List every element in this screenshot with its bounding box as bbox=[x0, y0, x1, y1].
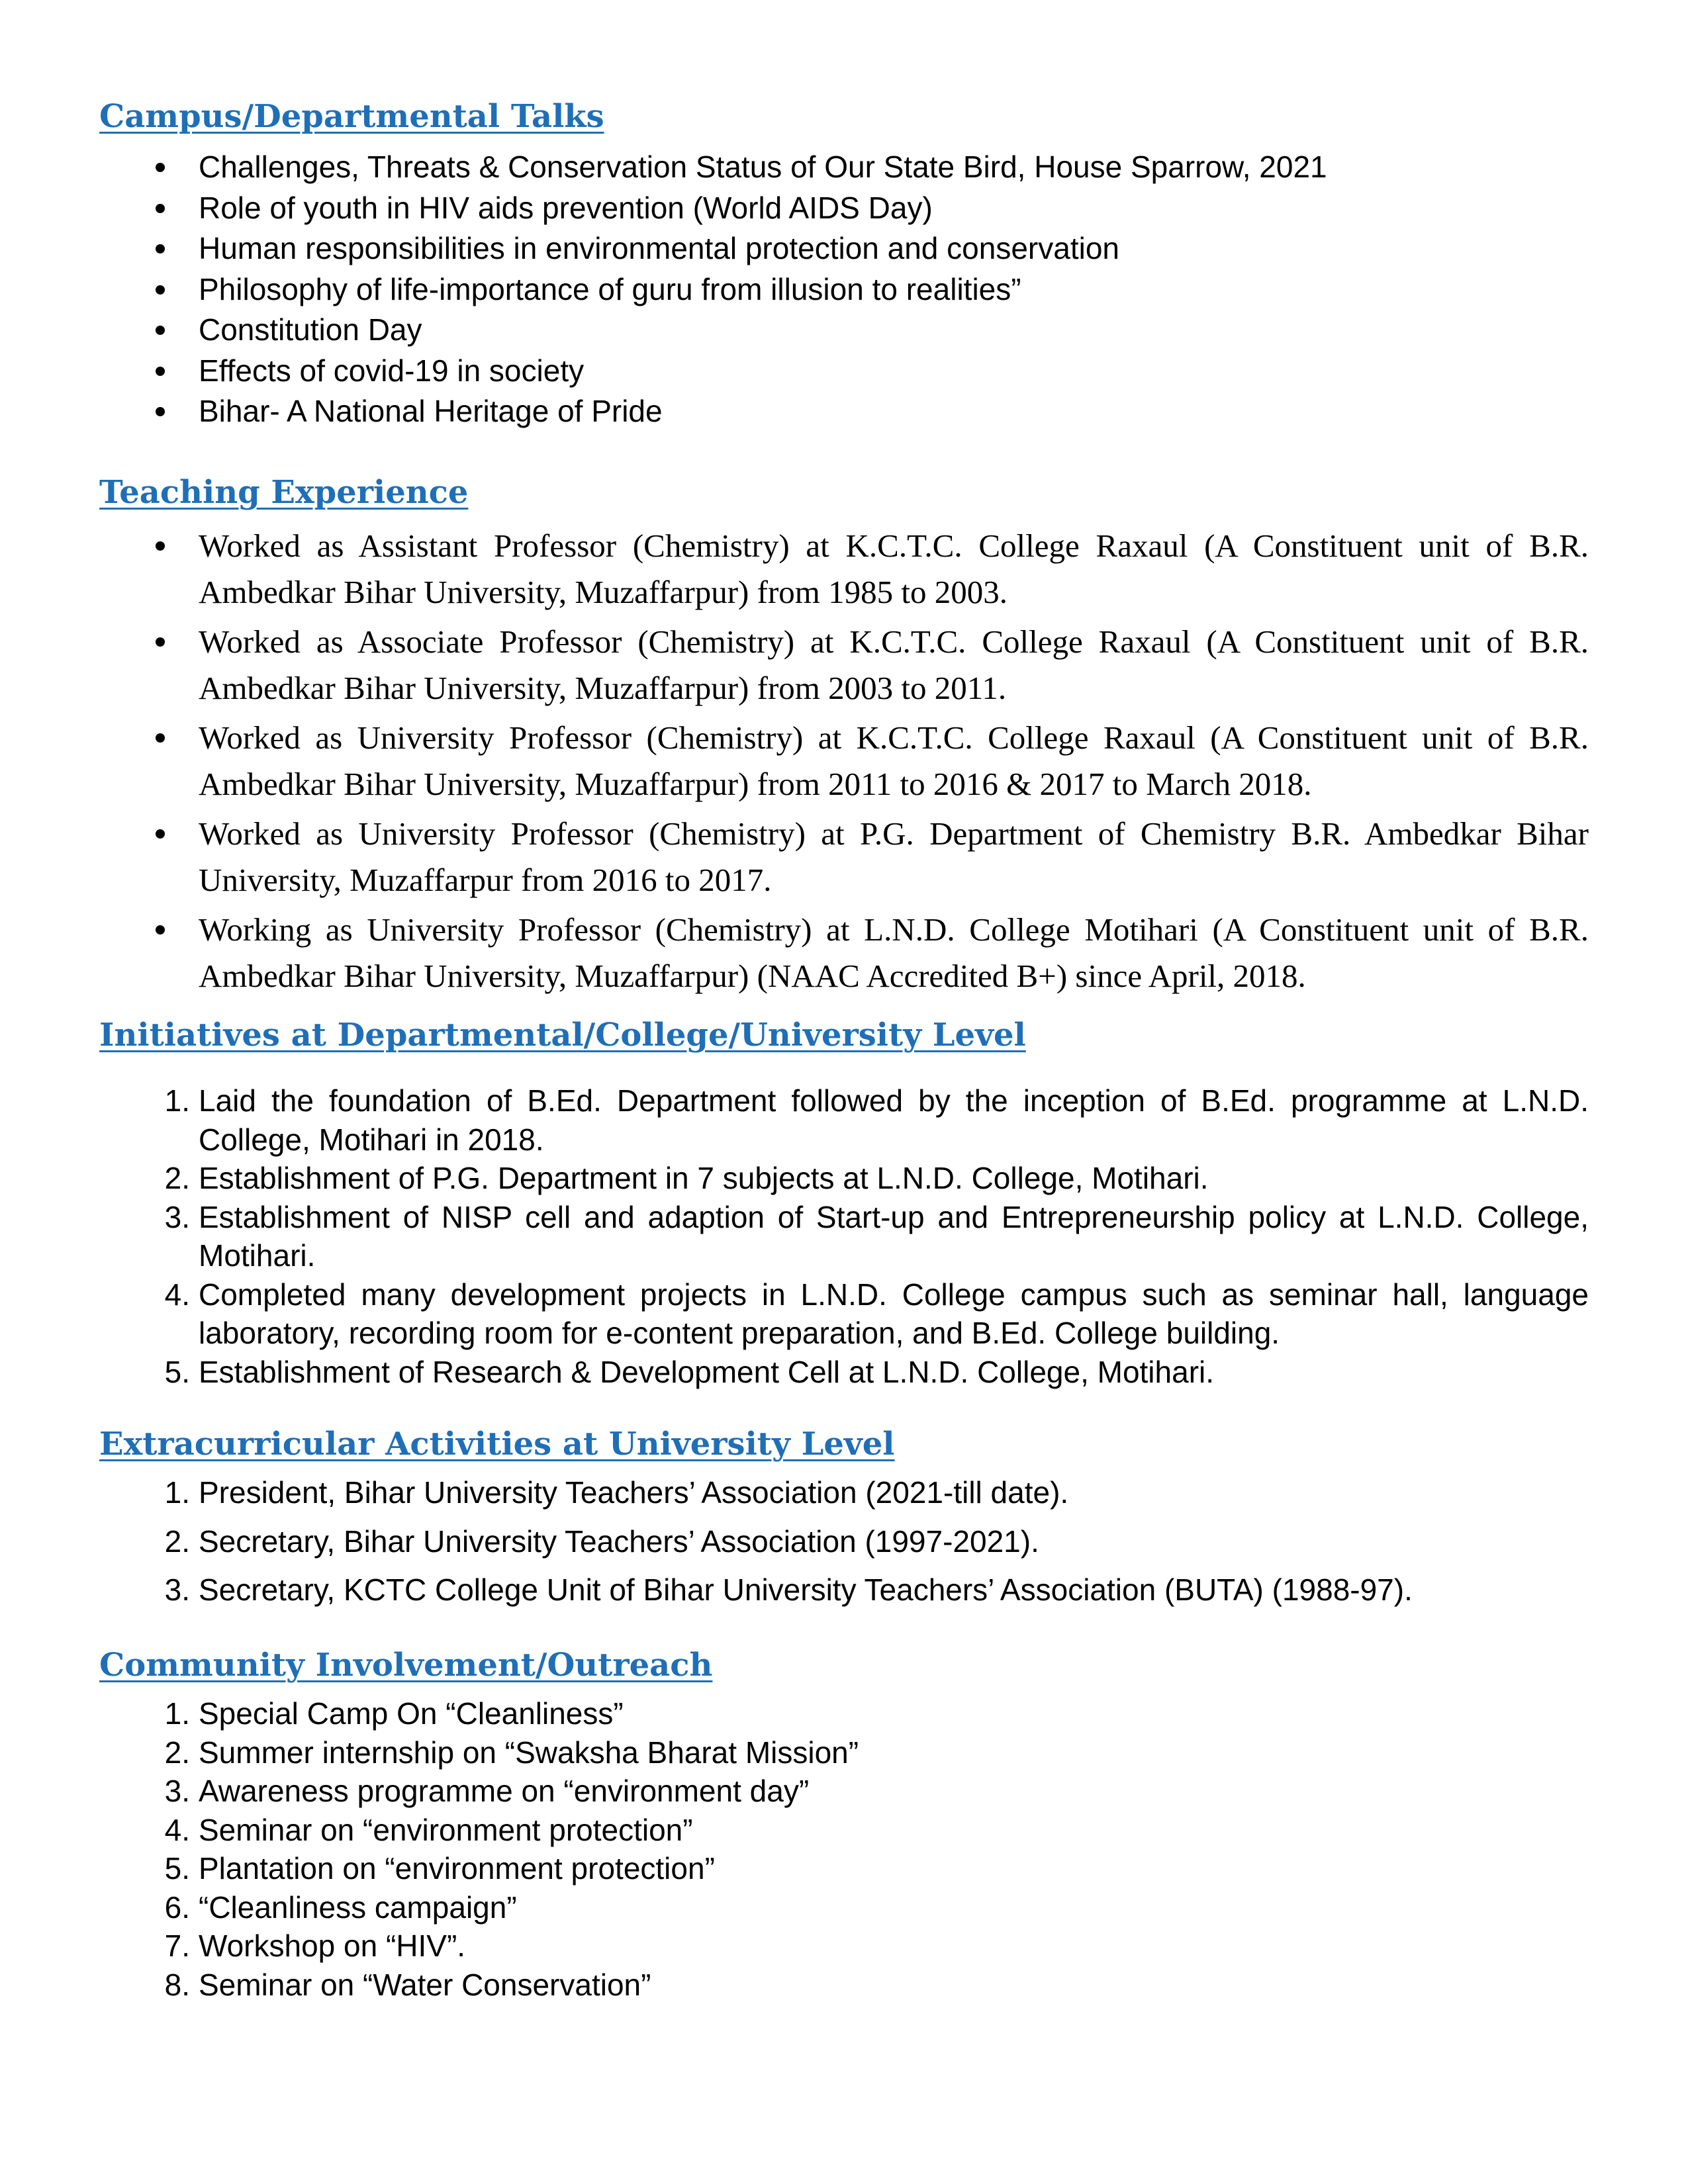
section-heading-initiatives: Initiatives at Departmental/College/University Level bbox=[99, 1017, 1026, 1054]
list-item-text: “Cleanliness campaign” bbox=[199, 1889, 517, 1925]
list-number: 5. bbox=[164, 1354, 190, 1389]
list-item bbox=[99, 1473, 1589, 1512]
section-heading-community: Community Involvement/Outreach bbox=[99, 1647, 713, 1684]
list-item: Philosophy of life-importance of guru from illusion to realities” bbox=[99, 269, 1589, 310]
list-number: 4. bbox=[164, 1812, 190, 1847]
list-item-text: President, Bihar University Teachers’ Association (2021-till date). bbox=[199, 1475, 1069, 1510]
list-number: 1. bbox=[164, 1083, 190, 1118]
list-item bbox=[99, 1275, 1589, 1353]
list-item-text: Summer internship on “Swaksha Bharat Mission” bbox=[199, 1735, 859, 1770]
list-item: Worked as Associate Professor (Chemistry) at K.C.T.C. College Raxaul (A Constituent unit of B.R. Ambedkar Bihar University, Muzaffarpur) from 2003 to 2011. bbox=[99, 619, 1589, 711]
list-number: 2. bbox=[164, 1161, 190, 1195]
list-item bbox=[99, 1966, 1589, 2005]
list-item-text: Establishment of Research & Development Cell at L.N.D. College, Motihari. bbox=[199, 1354, 1215, 1389]
section-heading-campus-talks: Campus/Departmental Talks bbox=[99, 98, 604, 135]
list-item: Human responsibilities in environmental protection and conservation bbox=[99, 228, 1589, 269]
list-item-text: Special Camp On “Cleanliness” bbox=[199, 1696, 624, 1731]
list-item bbox=[99, 1772, 1589, 1811]
list-item-text: Secretary, KCTC College Unit of Bihar University Teachers’ Association (BUTA) (1988-97). bbox=[199, 1572, 1413, 1607]
list-item: Role of youth in HIV aids prevention (World AIDS Day) bbox=[99, 188, 1589, 229]
list-item bbox=[99, 1353, 1589, 1392]
list-number: 2. bbox=[164, 1524, 190, 1559]
list-item bbox=[99, 1570, 1589, 1610]
list-item bbox=[99, 1694, 1589, 1733]
list-item bbox=[99, 1733, 1589, 1772]
list-item: Worked as Assistant Professor (Chemistry) at K.C.T.C. College Raxaul (A Constituent unit of B.R. Ambedkar Bihar University, Muzaffarpur) from 1985 to 2003. bbox=[99, 523, 1589, 615]
list-item-text: Workshop on “HIV”. bbox=[199, 1929, 466, 1963]
list-number: 3. bbox=[164, 1774, 190, 1808]
list-item bbox=[99, 1522, 1589, 1561]
list-item: Effects of covid-19 in society bbox=[99, 351, 1589, 392]
extracurricular-list bbox=[99, 1473, 1589, 1619]
list-item: Bihar- A National Heritage of Pride bbox=[99, 391, 1589, 432]
list-number: 2. bbox=[164, 1735, 190, 1770]
list-item-text: Establishment of P.G. Department in 7 subjects at L.N.D. College, Motihari. bbox=[199, 1161, 1209, 1195]
community-list bbox=[99, 1694, 1589, 2004]
list-item-text: Establishment of NISP cell and adaption of Start-up and Entrepreneurship policy at L.N.D. College, Motihari. bbox=[199, 1199, 1589, 1273]
list-item-text: Plantation on “environment protection” bbox=[199, 1851, 715, 1886]
list-number: 4. bbox=[164, 1277, 190, 1312]
list-item-text: Seminar on “environment protection” bbox=[199, 1812, 693, 1847]
list-item-text: Completed many development projects in L.N.D. College campus such as seminar hall, language laboratory, recording room for e-content preparation, and B.Ed. College building. bbox=[199, 1277, 1589, 1350]
list-item-text: Seminar on “Water Conservation” bbox=[199, 1967, 651, 2002]
section-heading-extracurricular: Extracurricular Activities at University Level bbox=[99, 1426, 895, 1463]
list-item bbox=[99, 1198, 1589, 1275]
list-item bbox=[99, 1159, 1589, 1198]
list-item-text: Laid the foundation of B.Ed. Department followed by the inception of B.Ed. programme at L.N.D. College, Motihari in 2018. bbox=[199, 1083, 1589, 1157]
list-item: Worked as University Professor (Chemistry) at P.G. Department of Chemistry B.R. Ambedkar Bihar University, Muzaffarpur from 2016 to 2017. bbox=[99, 811, 1589, 903]
section-heading-teaching: Teaching Experience bbox=[99, 474, 469, 511]
list-item bbox=[99, 1888, 1589, 1927]
list-item: Worked as University Professor (Chemistry) at K.C.T.C. College Raxaul (A Constituent unit of B.R. Ambedkar Bihar University, Muzaffarpur) from 2011 to 2016 & 2017 to March 2018. bbox=[99, 715, 1589, 807]
list-number: 1. bbox=[164, 1475, 190, 1510]
list-item bbox=[99, 1811, 1589, 1850]
teaching-list bbox=[99, 523, 1589, 1003]
list-item: Challenges, Threats & Conservation Status of Our State Bird, House Sparrow, 2021 bbox=[99, 147, 1589, 188]
list-number: 6. bbox=[164, 1889, 190, 1925]
list-number: 7. bbox=[164, 1929, 190, 1963]
list-item bbox=[99, 1927, 1589, 1966]
list-item: Working as University Professor (Chemistry) at L.N.D. College Motihari (A Constituent unit of B.R. Ambedkar Bihar University, Muzaffarpur) (NAAC Accredited B+) since April, 2018. bbox=[99, 907, 1589, 999]
list-number: 3. bbox=[164, 1572, 190, 1607]
campus-talks-list bbox=[99, 147, 1589, 432]
initiatives-list bbox=[99, 1081, 1589, 1391]
list-number: 5. bbox=[164, 1851, 190, 1886]
list-number: 3. bbox=[164, 1199, 190, 1234]
list-number: 8. bbox=[164, 1967, 190, 2002]
list-item-text: Awareness programme on “environment day” bbox=[199, 1774, 810, 1808]
list-number: 1. bbox=[164, 1696, 190, 1731]
list-item bbox=[99, 1081, 1589, 1159]
list-item-text: Secretary, Bihar University Teachers’ Association (1997-2021). bbox=[199, 1524, 1039, 1559]
list-item bbox=[99, 1849, 1589, 1888]
list-item: Constitution Day bbox=[99, 310, 1589, 351]
